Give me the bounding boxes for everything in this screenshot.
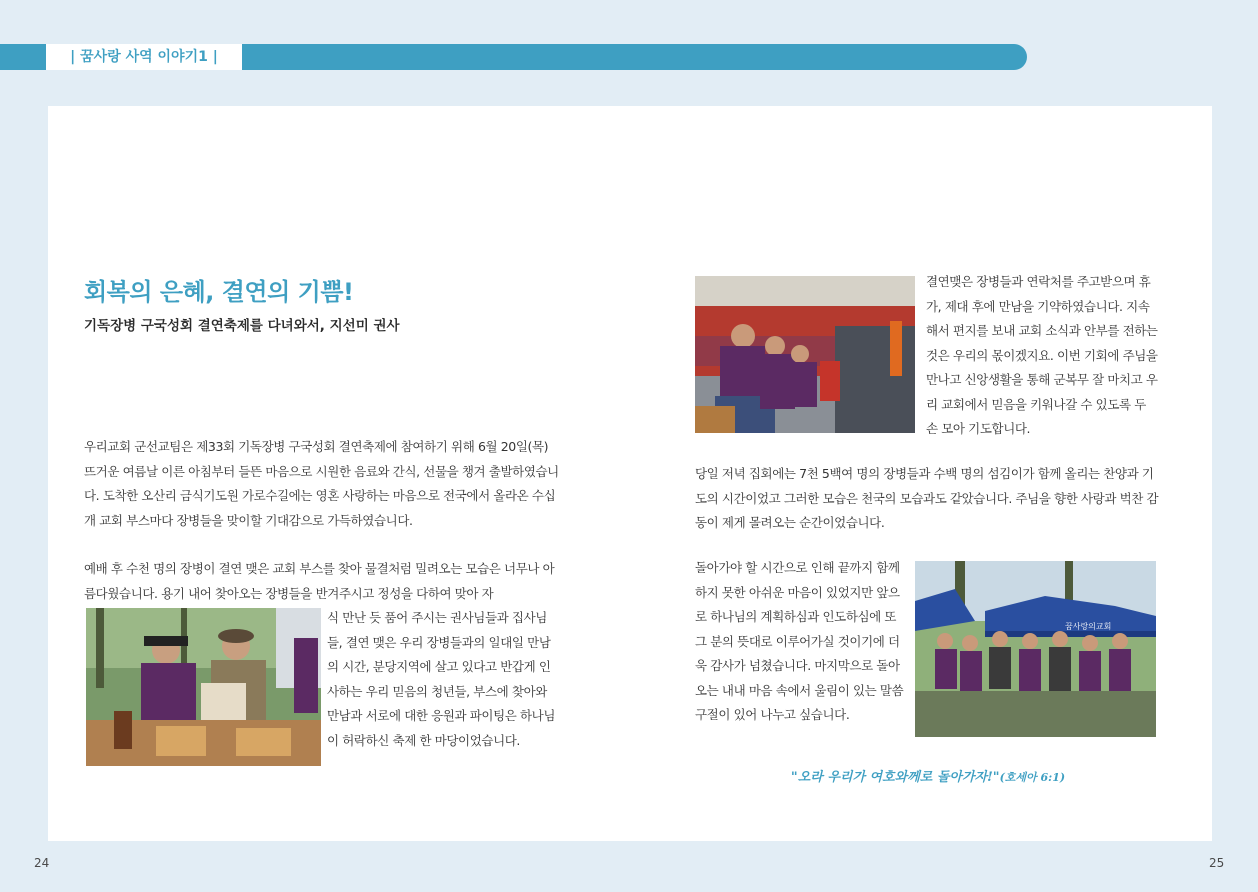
paragraph-2-lead: 예배 후 수천 명의 장병이 결연 맺은 교회 부스를 찾아 물결처럼 밀려오는 모습은 너무나 아름다웠습니다. 용기 내어 찾아오는 장병들을 반겨주시고 정성을 다하여 맞아 자 — [84, 561, 555, 601]
scripture-quote — [695, 766, 1161, 785]
group-tent-photo — [915, 561, 1156, 737]
paragraph-4: 당일 저녁 집회에는 7천 5백여 명의 장병들과 수백 명의 섬김이가 함께 올리는 찬양과 기도의 시간이었고 그러한 모습은 천국의 모습과도 같았습니다. 주님을 향한 사랑과 벅찬 감동이 제게 몰려오는 순간이었습니다. — [695, 466, 1159, 530]
article-title: 회복의 은혜, 결연의 기쁨! — [84, 278, 354, 306]
paragraph-5: 돌아가야 할 시간으로 인해 끝까지 함께 하지 못한 아쉬운 마음이 있었지만 앞으로 하나님의 계획하심과 인도하심에 또 그 분의 뜻대로 이루어가실 것이기에 더욱 감사가 넘쳤습니다. 마지막으로 돌아오는 내내 마음 속에서 울림이 있는 말씀 구절이 있어 나누고 싶습니다. — [695, 560, 904, 722]
quote-text: "오라 우리가 여호와께로 돌아가자!" — [790, 770, 1000, 785]
page-number-right: 25 — [1209, 856, 1225, 870]
quote-reference: (호세아 6:1) — [999, 771, 1066, 784]
tent-sign-text: 꿈사랑의교회 — [1065, 622, 1112, 631]
section-label: | 꿈사랑 사역 이야기1 | — [46, 44, 242, 70]
paragraph-1: 우리교회 군선교팀은 제33회 기독장병 구국성회 결연축제에 참여하기 위해 6월 20일(목) 뜨거운 여름날 이른 아침부터 들뜬 마음으로 시원한 음료와 간식, 선물을 챙겨 출발하였습니다. 도착한 오산리 금식기도원 가로수길에는 영혼 사랑하는 마음으로 전국에서 올라온 수십 개 교회 부스마다 장병들을 맞이할 기대감으로 가득하였습니다. — [84, 439, 559, 528]
paragraph-3: 결연맺은 장병들과 연락처를 주고받으며 휴가, 제대 후에 만남을 기약하였습니다. 지속해서 편지를 보내 교회 소식과 안부를 전하는 것은 우리의 몫이겠지요. 이번 기회에 주님을 만나고 신앙생활을 통해 군복무 잘 마치고 우리 교회에서 믿음을 키워나갈 수 있도록 두 손 모아 기도합니다. — [926, 274, 1158, 436]
booth-table-photo — [86, 608, 321, 766]
crowd-assembly-photo — [695, 276, 915, 433]
page-number-left: 24 — [34, 856, 50, 870]
article-subtitle: 기독장병 구국성회 결연축제를 다녀와서, 지선미 권사 — [84, 318, 400, 334]
paragraph-2-continued: 식 만난 듯 품어 주시는 권사님들과 집사님들, 결연 맺은 우리 장병들과의 일대일 만남의 시간, 분당지역에 살고 있다고 반갑게 인사하는 우리 믿음의 청년들, 부스에 찾아와 만남과 서로에 대한 응원과 파이팅은 하나님이 허락하신 축제 한 마당이었습니다. — [327, 610, 556, 748]
